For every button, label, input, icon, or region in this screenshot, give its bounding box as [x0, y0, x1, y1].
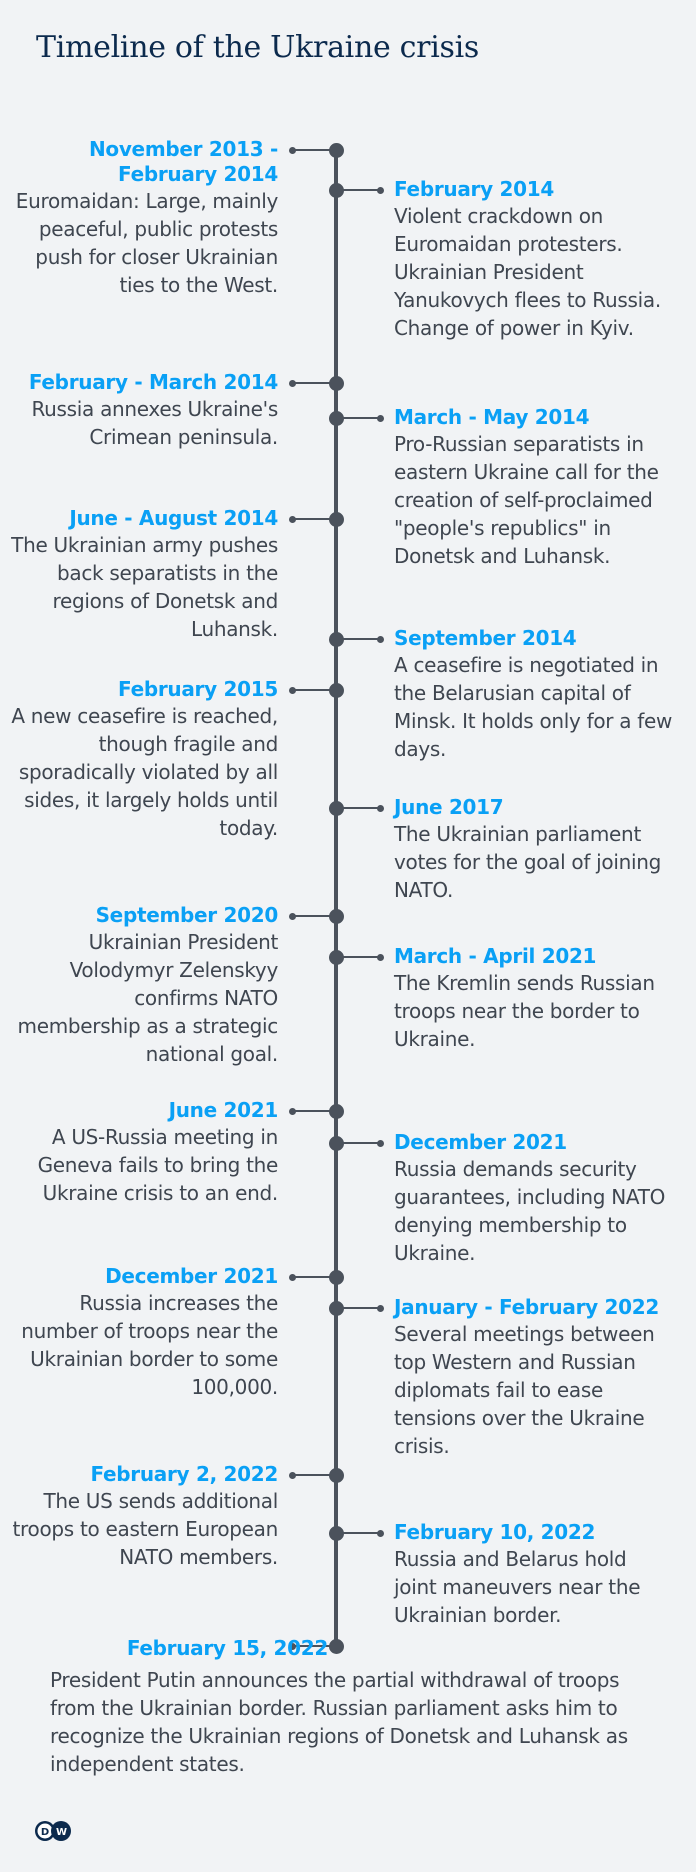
timeline-marker	[377, 636, 384, 643]
timeline-connector	[292, 1110, 336, 1112]
page-title: Timeline of the Ukraine crisis	[36, 30, 479, 65]
event-date: February 2015	[118, 677, 278, 701]
timeline-event	[8, 1098, 278, 1207]
event-date: February 2014	[394, 177, 554, 201]
timeline-marker	[289, 1108, 296, 1115]
event-date: March - April 2021	[394, 944, 597, 968]
event-date: February 10, 2022	[394, 1520, 596, 1544]
timeline-marker	[377, 415, 384, 422]
event-date: December 2021	[394, 1130, 567, 1154]
timeline-connector	[292, 915, 336, 917]
timeline-marker	[377, 1305, 384, 1312]
dw-logo-icon	[34, 1820, 74, 1842]
event-description: A ceasefire is negotiated in the Belarusian capital of Minsk. It holds only for a few days.	[394, 653, 673, 761]
timeline-marker	[377, 1140, 384, 1147]
timeline-event	[394, 944, 674, 1053]
timeline-event	[394, 405, 674, 570]
event-date: September 2014	[394, 626, 577, 650]
event-description: Ukrainian President Volodymyr Zelenskyy confirms NATO membership as a strategic national goal.	[17, 930, 278, 1066]
timeline-connector	[336, 189, 380, 191]
timeline-axis	[334, 150, 338, 1646]
event-description: The Ukrainian parliament votes for the goal of joining NATO.	[394, 822, 662, 902]
timeline-marker	[377, 805, 384, 812]
event-description: A US-Russia meeting in Geneva fails to bring the Ukraine crisis to an end.	[37, 1125, 278, 1205]
event-description: The US sends additional troops to eastern European NATO members.	[12, 1489, 278, 1569]
timeline-connector	[292, 1276, 336, 1278]
timeline-marker	[377, 187, 384, 194]
timeline-connector	[336, 638, 380, 640]
event-description: Russia and Belarus hold joint maneuvers near the Ukrainian border.	[394, 1547, 641, 1627]
event-description: The Ukrainian army pushes back separatists in the regions of Donetsk and Luhansk.	[11, 533, 278, 641]
timeline-connector	[336, 1532, 380, 1534]
timeline-event	[8, 506, 278, 643]
event-description: Russia annexes Ukraine's Crimean peninsula.	[31, 397, 278, 449]
event-date: June 2017	[394, 795, 504, 819]
timeline-marker	[377, 954, 384, 961]
timeline-connector	[292, 1474, 336, 1476]
timeline-event	[394, 1295, 674, 1460]
timeline-event	[8, 1264, 278, 1401]
event-description: Pro-Russian separatists in eastern Ukraine call for the creation of self-proclaimed "people's republics" in Donetsk and Luhansk.	[394, 432, 659, 568]
svg-text:D: D	[40, 1827, 50, 1838]
timeline-event	[394, 1130, 674, 1267]
timeline-marker	[289, 1472, 296, 1479]
event-description: President Putin announces the partial withdrawal of troops from the Ukrainian border. Russian parliament asks him to recognize the Ukrainian regions of Donetsk and Luhansk as independent states.	[50, 1668, 628, 1776]
timeline-marker	[289, 913, 296, 920]
timeline-connector	[292, 518, 336, 520]
event-description: Russia increases the number of troops near the Ukrainian border to some 100,000.	[21, 1291, 278, 1399]
event-date: December 2021	[105, 1264, 278, 1288]
timeline-event	[394, 1520, 674, 1629]
event-description: Violent crackdown on Euromaidan protesters. Ukrainian President Yanukovych flees to Russia. Change of power in Kyiv.	[394, 204, 661, 340]
timeline-event	[8, 677, 278, 842]
timeline-connector	[292, 149, 336, 151]
timeline-event	[8, 370, 278, 451]
event-description: Several meetings between top Western and Russian diplomats fail to ease tensions over the Ukraine crisis.	[394, 1322, 655, 1458]
timeline-event	[394, 795, 674, 904]
event-date: June 2021	[168, 1098, 278, 1122]
timeline-connector	[292, 382, 336, 384]
timeline-marker	[289, 687, 296, 694]
event-description: Russia demands security guarantees, including NATO denying membership to Ukraine.	[394, 1157, 666, 1265]
timeline-event	[394, 626, 674, 763]
event-date: November 2013 - February 2014	[88, 137, 278, 186]
timeline-event	[394, 177, 674, 342]
timeline-event	[8, 1462, 278, 1571]
event-date: September 2020	[95, 903, 278, 927]
event-description: Euromaidan: Large, mainly peaceful, public protests push for closer Ukrainian ties to the West.	[15, 189, 278, 297]
timeline-event	[8, 903, 278, 1068]
timeline-connector	[336, 807, 380, 809]
event-date: March - May 2014	[394, 405, 590, 429]
event-date: June - August 2014	[69, 506, 278, 530]
timeline-connector	[336, 417, 380, 419]
timeline-connector	[292, 689, 336, 691]
event-description: A new ceasefire is reached, though fragile and sporadically violated by all sides, it largely holds until today.	[11, 704, 278, 840]
timeline-event	[8, 137, 278, 299]
final-event	[50, 1636, 670, 1778]
svg-text:W: W	[55, 1827, 68, 1838]
timeline-marker	[377, 1530, 384, 1537]
event-date: February 15, 2022	[126, 1636, 328, 1660]
event-date: January - February 2022	[394, 1295, 659, 1319]
timeline-marker	[289, 147, 296, 154]
timeline-marker	[289, 1274, 296, 1281]
timeline-marker	[289, 516, 296, 523]
timeline-connector	[336, 1307, 380, 1309]
timeline-connector	[336, 1142, 380, 1144]
event-description: The Kremlin sends Russian troops near the border to Ukraine.	[394, 971, 655, 1051]
event-date: February 2, 2022	[90, 1462, 278, 1486]
timeline-marker	[289, 380, 296, 387]
event-date: February - March 2014	[28, 370, 278, 394]
timeline-connector	[336, 956, 380, 958]
